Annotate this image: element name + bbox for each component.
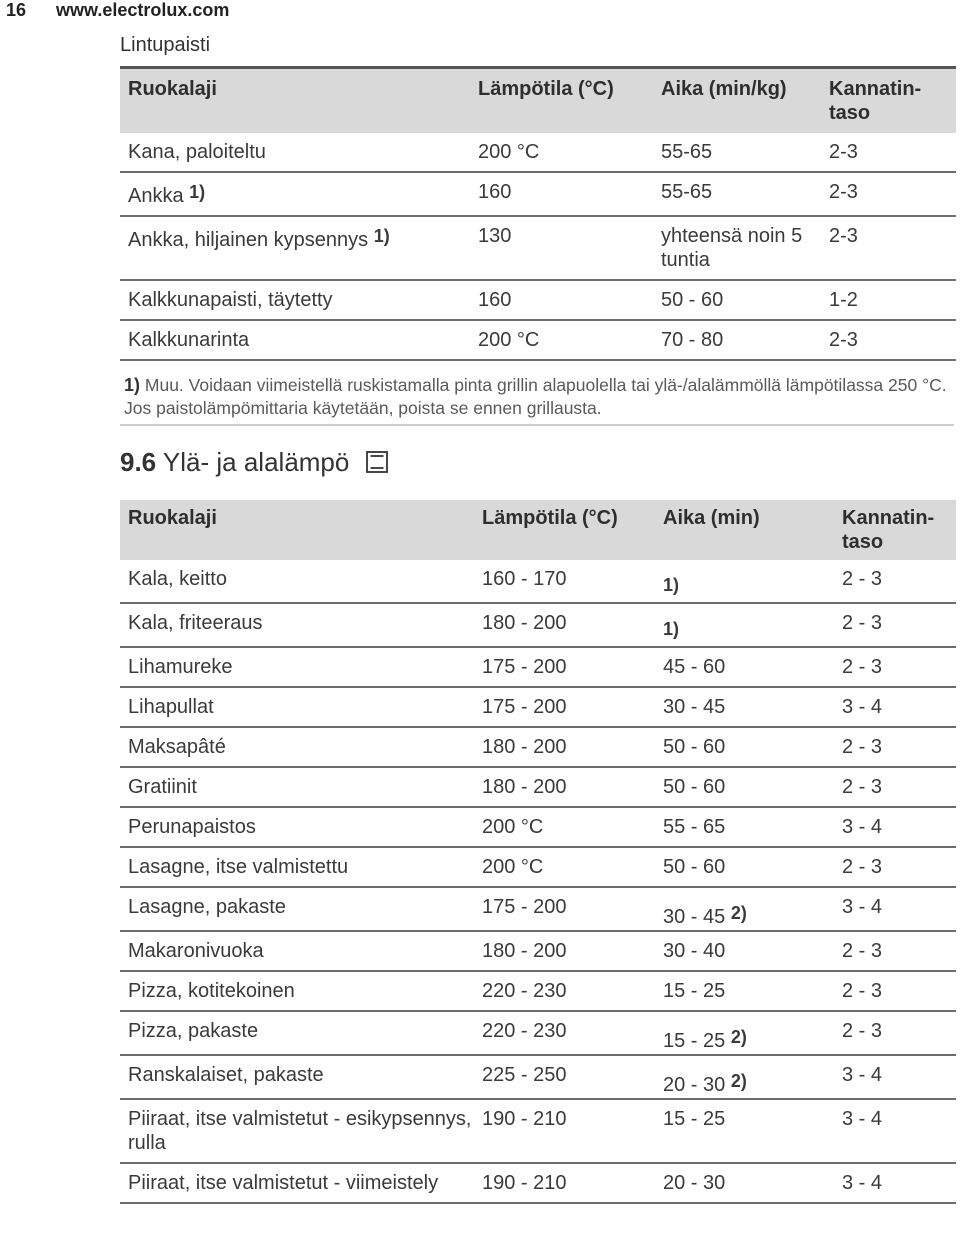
time-cell	[655, 767, 834, 807]
table-row	[120, 931, 956, 971]
dish-cell: Maksapâté	[128, 736, 226, 758]
time-value: 15 - 25	[663, 1030, 726, 1052]
table-row	[120, 647, 956, 687]
temperature-cell: 180 - 200	[482, 940, 567, 962]
section-title: Ylä- ja alalämpö	[162, 447, 350, 477]
column-header: Ruokalaji	[128, 78, 217, 100]
time-cell: 70 - 80	[661, 329, 724, 351]
time-value: 20 - 30	[663, 1172, 726, 1194]
level-cell: 2 - 3	[842, 612, 883, 634]
level-cell: 3 - 4	[842, 1172, 883, 1194]
dish-cell: Piiraat, itse valmistetut - esikypsennys, rulla	[128, 1108, 472, 1154]
time-cell	[655, 887, 834, 931]
temperature-cell: 160	[478, 289, 512, 311]
table-row	[120, 280, 956, 320]
section-number: 9.6	[120, 447, 157, 477]
time-with-footnote	[663, 1071, 747, 1096]
time-cell	[655, 1163, 834, 1203]
time-cell: 55-65	[661, 141, 713, 163]
time-cell: 55-65	[661, 181, 713, 203]
table-row	[120, 216, 956, 280]
level-cell: 3 - 4	[842, 1064, 883, 1086]
table-row	[120, 1099, 956, 1163]
level-cell: 2 - 3	[842, 1020, 883, 1042]
level-cell: 3 - 4	[842, 896, 883, 918]
temperature-cell: 175 - 200	[482, 696, 567, 718]
dish-cell: Makaronivuoka	[128, 940, 264, 962]
table-row	[120, 320, 956, 360]
table-row	[120, 1163, 956, 1203]
level-cell: 3 - 4	[842, 696, 883, 718]
time-cell	[655, 971, 834, 1011]
table-header-row	[120, 500, 956, 560]
dish-name: Ankka, hiljainen kypsennys	[128, 229, 369, 251]
time-value: 55 - 65	[663, 816, 726, 838]
column-header: Kannatin- taso	[829, 78, 922, 124]
time-cell	[655, 603, 834, 647]
footnote	[120, 368, 954, 426]
dish-cell: Perunapaistos	[128, 816, 256, 838]
level-cell: 2 - 3	[842, 980, 883, 1002]
table-row	[120, 687, 956, 727]
table-lintupaisti	[120, 66, 956, 361]
table-row	[120, 560, 956, 603]
level-cell: 2 - 3	[842, 776, 883, 798]
temperature-cell: 180 - 200	[482, 736, 567, 758]
temperature-cell: 220 - 230	[482, 1020, 567, 1042]
time-value: 20 - 30	[663, 1074, 726, 1096]
temperature-cell: 175 - 200	[482, 656, 567, 678]
time-cell: yhteensä noin 5 tuntia	[661, 225, 803, 271]
dish-cell: Kala, keitto	[128, 568, 227, 590]
time-cell: 50 - 60	[661, 289, 724, 311]
temperature-cell: 200 °C	[482, 816, 544, 838]
time-value: 45 - 60	[663, 656, 726, 678]
table-row	[120, 133, 956, 172]
level-cell: 2 - 3	[842, 656, 883, 678]
temperature-cell: 225 - 250	[482, 1064, 567, 1086]
time-cell	[655, 847, 834, 887]
temperature-cell: 190 - 210	[482, 1108, 567, 1130]
time-value: 50 - 60	[663, 776, 726, 798]
time-with-footnote	[663, 903, 747, 928]
time-with-footnote	[663, 575, 680, 600]
dish-cell: Lihapullat	[128, 696, 214, 718]
footnote-ref: 1)	[663, 619, 680, 639]
table-row	[120, 603, 956, 647]
temperature-cell: 130	[478, 225, 512, 247]
column-header: Ruokalaji	[128, 507, 217, 529]
level-cell: 2 - 3	[842, 940, 883, 962]
site-url: www.electrolux.com	[56, 0, 230, 20]
temperature-cell: 220 - 230	[482, 980, 567, 1002]
temperature-cell: 200 °C	[478, 141, 540, 163]
table-row	[120, 847, 956, 887]
dish-name: Kalkkunapaisti, täytetty	[128, 289, 333, 311]
column-header: Lämpötila (°C)	[482, 507, 618, 529]
section-heading	[120, 447, 389, 481]
dish-name: Ankka	[128, 185, 184, 207]
column-header: Lämpötila (°C)	[478, 78, 614, 100]
footnote-ref: 2)	[730, 903, 747, 923]
footnote-ref: 1)	[189, 182, 206, 202]
footnote-ref: 2)	[730, 1027, 747, 1047]
table-row	[120, 807, 956, 847]
temperature-cell: 180 - 200	[482, 776, 567, 798]
time-cell	[655, 687, 834, 727]
column-header: Aika (min)	[663, 507, 760, 529]
time-cell	[655, 807, 834, 847]
time-value: 30 - 40	[663, 940, 726, 962]
dish-cell: Gratiinit	[128, 776, 197, 798]
time-cell	[655, 560, 834, 603]
time-with-footnote	[663, 619, 680, 644]
time-value: 15 - 25	[663, 980, 726, 1002]
table-row	[120, 172, 956, 216]
dish-cell	[120, 320, 470, 360]
time-value: 15 - 25	[663, 1108, 726, 1130]
level-cell: 2-3	[829, 329, 858, 351]
temperature-cell: 180 - 200	[482, 612, 567, 634]
level-cell: 2 - 3	[842, 736, 883, 758]
dish-cell: Ranskalaiset, pakaste	[128, 1064, 324, 1086]
dish-name: Kalkkunarinta	[128, 329, 250, 351]
time-cell	[655, 727, 834, 767]
level-cell: 2 - 3	[842, 568, 883, 590]
time-cell	[655, 1055, 834, 1099]
section-title-lintupaisti: Lintupaisti	[120, 34, 211, 56]
dish-cell: Lihamureke	[128, 656, 233, 678]
table-row	[120, 1055, 956, 1099]
level-cell: 2 - 3	[842, 856, 883, 878]
dish-cell: Piiraat, itse valmistetut - viimeistely	[128, 1172, 439, 1194]
temperature-cell: 200 °C	[478, 329, 540, 351]
time-value: 50 - 60	[663, 856, 726, 878]
dish-cell	[120, 172, 470, 216]
time-value: 30 - 45	[663, 696, 726, 718]
dish-name: Kana, paloiteltu	[128, 141, 266, 163]
footnote-marker: 1)	[124, 375, 141, 395]
dish-cell: Kala, friteeraus	[128, 612, 263, 634]
time-with-footnote	[663, 1027, 747, 1052]
table-row	[120, 1011, 956, 1055]
page-number: 16	[6, 0, 27, 20]
dish-cell	[120, 216, 470, 280]
level-cell: 1-2	[829, 289, 858, 311]
table-yla-ja-alalampo	[120, 500, 956, 1204]
time-cell	[655, 647, 834, 687]
level-cell: 2-3	[829, 225, 858, 247]
oven-top-bottom-heat-icon	[365, 450, 389, 481]
footnote-text: Muu. Voidaan viimeistellä ruskistamalla pinta grillin alapuolella tai ylä-/alalämmöllä lämpötilassa 250 °C. Jos paistolämpömittaria käytetään, poista se ennen grillausta.	[124, 375, 947, 418]
table-row	[120, 971, 956, 1011]
level-cell: 3 - 4	[842, 816, 883, 838]
level-cell: 3 - 4	[842, 1108, 883, 1130]
table-row	[120, 767, 956, 807]
temperature-cell: 200 °C	[482, 856, 544, 878]
table-header-row	[120, 68, 956, 134]
time-cell	[655, 1011, 834, 1055]
footnote-ref: 2)	[730, 1071, 747, 1091]
column-header: Aika (min/kg)	[661, 78, 787, 100]
dish-cell: Pizza, pakaste	[128, 1020, 259, 1042]
level-cell: 2-3	[829, 141, 858, 163]
footnote-ref: 1)	[373, 226, 390, 246]
temperature-cell: 160 - 170	[482, 568, 567, 590]
time-value: 50 - 60	[663, 736, 726, 758]
dish-cell	[120, 280, 470, 320]
column-header: Kannatin- taso	[842, 507, 935, 553]
footnote-ref: 1)	[663, 575, 680, 595]
temperature-cell: 175 - 200	[482, 896, 567, 918]
dish-cell: Pizza, kotitekoinen	[128, 980, 295, 1002]
table-row	[120, 727, 956, 767]
temperature-cell: 190 - 210	[482, 1172, 567, 1194]
dish-cell: Lasagne, pakaste	[128, 896, 286, 918]
level-cell: 2-3	[829, 181, 858, 203]
table-row	[120, 887, 956, 931]
time-cell	[655, 931, 834, 971]
dish-cell	[120, 133, 470, 172]
temperature-cell: 160	[478, 181, 512, 203]
time-value: 30 - 45	[663, 906, 726, 928]
dish-cell: Lasagne, itse valmistettu	[128, 856, 349, 878]
time-cell	[655, 1099, 834, 1163]
